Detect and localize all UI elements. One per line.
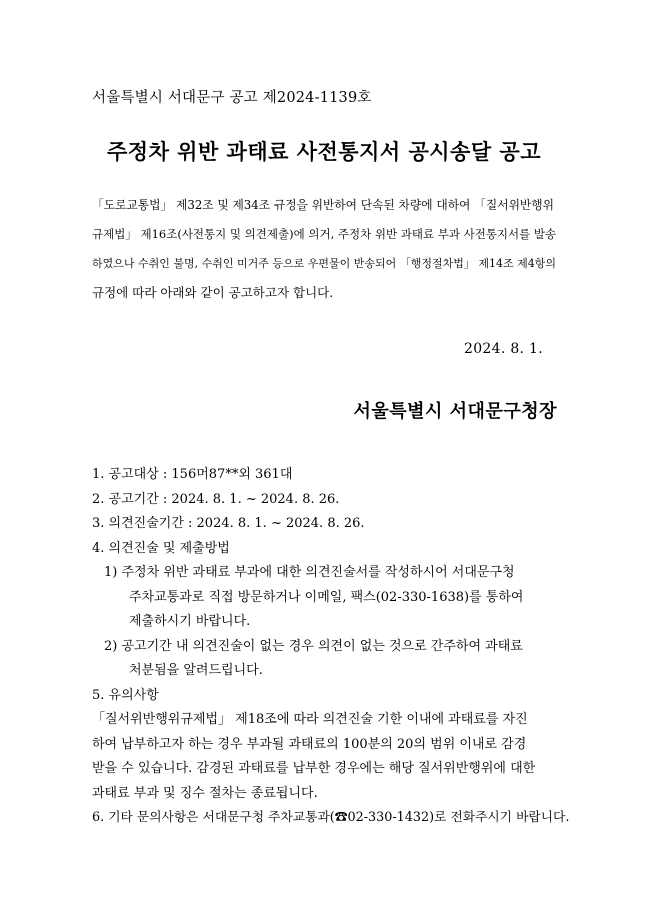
intro-line: 하였으나 수취인 불명, 수취인 미거주 등으로 우편물이 반송되어 「행정절차법」 제14조 제4항의: [92, 257, 556, 270]
item-period: 2. 공고기간 : 2024. 8. 1. ~ 2024. 8. 26.: [92, 491, 340, 507]
intro-line: 규제법」 제16조(사전통지 및 의견제출)에 의거, 주정차 위반 과태료 부과 사전통지서를 발송: [92, 227, 557, 241]
item-notes-line: 「질서위반행위규제법」 제18조에 따라 의견진술 기한 이내에 과태료를 자진: [92, 712, 528, 727]
intro-line: 규정에 따라 아래와 같이 공고하고자 합니다.: [92, 285, 334, 300]
item-opinion-period: 3. 의견진술기간 : 2024. 8. 1. ~ 2024. 8. 26.: [92, 516, 365, 531]
item-target: 1. 공고대상 : 156머87**외 361대: [92, 467, 293, 482]
item-submission-1-cont: 제출하시기 바랍니다.: [129, 614, 251, 629]
notice-number: 서울특별시 서대문구 공고 제2024-1139호: [92, 90, 372, 106]
item-contact: 6. 기타 문의사항은 서대문구청 주차교통과(☎02-330-1432)로 전화주시기 바랍니다.: [92, 810, 570, 825]
intro-line: 「도로교통법」 제32조 및 제34조 규정을 위반하여 단속된 차량에 대하여 「질서위반행위: [92, 198, 554, 212]
item-notes-line: 과태료 부과 및 징수 절차는 종료됩니다.: [92, 785, 318, 801]
page-title: 주정차 위반 과태료 사전통지서 공시송달 공고: [107, 140, 541, 164]
item-submission-1-cont: 주차교통과로 직접 방문하거나 이메일, 팩스(02-330-1638)를 통하여: [129, 589, 524, 605]
item-notes-line: 하여 납부하고자 하는 경우 부과될 과태료의 100분의 20의 범위 이내로 감경: [92, 736, 527, 752]
item-submission-2: 2) 공고기간 내 의견진술이 없는 경우 의견이 없는 것으로 간주하여 과태료: [104, 638, 523, 654]
intro-paragraph: [92, 191, 562, 307]
signer: 서울특별시 서대문구청장: [353, 401, 557, 422]
item-submission-method: 4. 의견진술 및 제출방법: [92, 540, 230, 556]
item-submission-1: 1) 주정차 위반 과태료 부과에 대한 의견진술서를 작성하시어 서대문구청: [104, 565, 515, 580]
notice-date: 2024. 8. 1.: [464, 341, 543, 357]
item-submission-2-cont: 처분됨을 알려드립니다.: [129, 663, 263, 678]
item-notes-line: 받을 수 있습니다. 감경된 과태료를 납부한 경우에는 해당 질서위반행위에 대한: [92, 761, 536, 776]
item-notes: 5. 유의사항: [92, 687, 159, 703]
notice-items: [92, 463, 572, 831]
